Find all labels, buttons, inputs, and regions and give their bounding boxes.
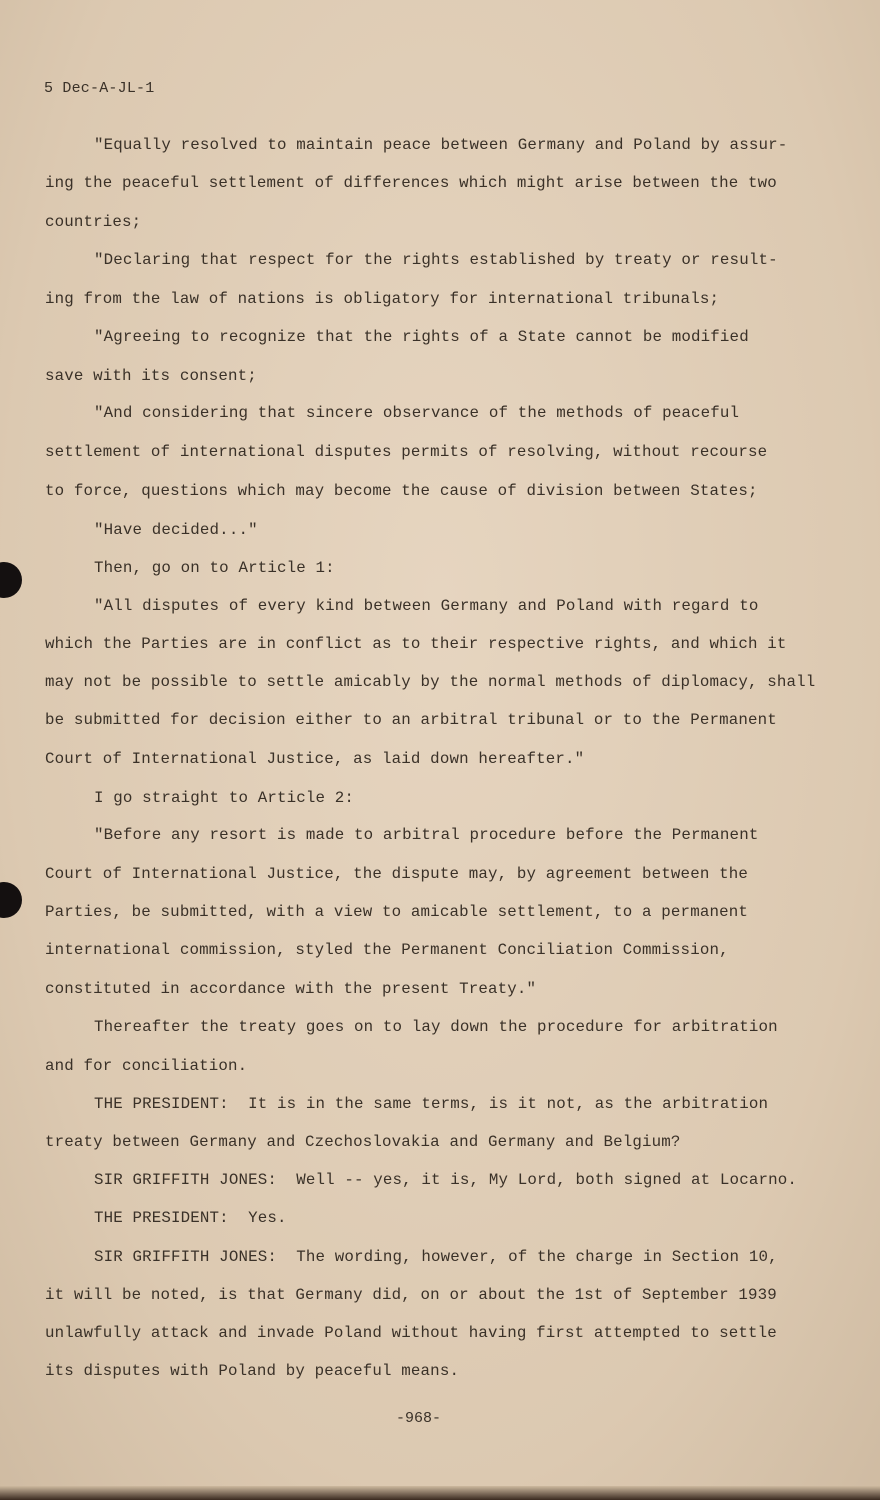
text-line: treaty between Germany and Czechoslovakia and Germany and Belgium? [45, 1133, 681, 1151]
text-line: Court of International Justice, as laid down hereafter." [45, 750, 585, 768]
text-line: to force, questions which may become the cause of division between States; [45, 482, 758, 500]
text-line: be submitted for decision either to an arbitral tribunal or to the Permanent [45, 711, 777, 729]
text-line: Then, go on to Article 1: [94, 559, 335, 577]
punch-hole-lower [0, 882, 22, 918]
page-bottom-edge [0, 1486, 880, 1500]
text-line: "Have decided..." [94, 521, 258, 539]
text-line: Parties, be submitted, with a view to amicable settlement, to a permanent [45, 903, 748, 921]
text-line: "Before any resort is made to arbitral procedure before the Permanent [94, 826, 759, 844]
text-line: may not be possible to settle amicably by the normal methods of diplomacy, shall [45, 673, 816, 691]
text-line: "All disputes of every kind between Germany and Poland with regard to [94, 597, 759, 615]
text-line: SIR GRIFFITH JONES: Well -- yes, it is, My Lord, both signed at Locarno. [94, 1171, 797, 1189]
text-line: "Equally resolved to maintain peace between Germany and Poland by assur- [94, 136, 788, 154]
text-line: THE PRESIDENT: Yes. [94, 1209, 287, 1227]
text-line: save with its consent; [45, 367, 257, 385]
text-line: international commission, styled the Permanent Conciliation Commission, [45, 941, 729, 959]
text-line: SIR GRIFFITH JONES: The wording, however, of the charge in Section 10, [94, 1248, 778, 1266]
text-line: countries; [45, 213, 142, 231]
text-line: unlawfully attack and invade Poland without having first attempted to settle [45, 1324, 777, 1342]
text-line: THE PRESIDENT: It is in the same terms, is it not, as the arbitration [94, 1095, 769, 1113]
text-line: Thereafter the treaty goes on to lay down the procedure for arbitration [94, 1018, 778, 1036]
text-line: "And considering that sincere observance of the methods of peaceful [94, 404, 740, 422]
text-line: "Agreeing to recognize that the rights of a State cannot be modified [94, 328, 749, 346]
text-line: constituted in accordance with the present Treaty." [45, 980, 537, 998]
page-identifier: 5 Dec-A-JL-1 [44, 80, 155, 97]
text-line: settlement of international disputes permits of resolving, without recourse [45, 443, 768, 461]
page-number: -968- [396, 1410, 442, 1427]
text-line: "Declaring that respect for the rights established by treaty or result- [94, 251, 778, 269]
text-line: ing the peaceful settlement of differences which might arise between the two [45, 174, 777, 192]
text-line: it will be noted, is that Germany did, on or about the 1st of September 1939 [45, 1286, 777, 1304]
text-line: which the Parties are in conflict as to their respective rights, and which it [45, 635, 787, 653]
text-line: its disputes with Poland by peaceful means. [45, 1362, 460, 1380]
text-line: Court of International Justice, the dispute may, by agreement between the [45, 865, 748, 883]
text-line: and for conciliation. [45, 1057, 248, 1075]
punch-hole-upper [0, 562, 22, 598]
text-line: I go straight to Article 2: [94, 789, 355, 807]
text-line: ing from the law of nations is obligatory for international tribunals; [45, 290, 720, 308]
